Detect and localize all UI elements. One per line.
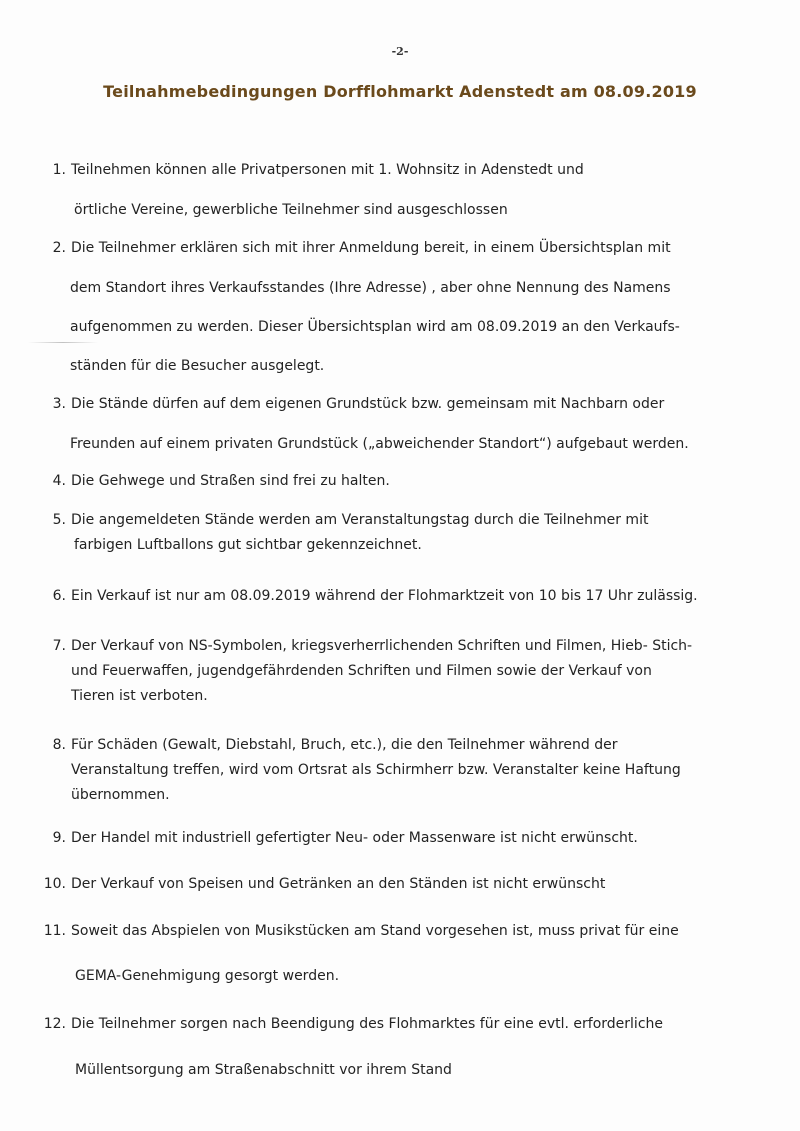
page-number: -2- bbox=[391, 45, 409, 58]
item-text-line: Freunden auf einem privaten Grundstück („abweichender Standort“) aufgebaut werden. bbox=[70, 436, 689, 452]
item-number: 9. bbox=[52, 830, 66, 846]
item-text-line: Müllentsorgung am Straßenabschnitt vor ihrem Stand bbox=[75, 1062, 452, 1078]
item-text-line: Die Gehwege und Straßen sind frei zu halten. bbox=[71, 473, 390, 489]
item-text-line: Die angemeldeten Stände werden am Veranstaltungstag durch die Teilnehmer mit bbox=[71, 512, 649, 528]
item-text-line: Der Handel mit industriell gefertigter Neu- oder Massenware ist nicht erwünscht. bbox=[71, 830, 638, 846]
scan-artifact bbox=[28, 342, 98, 343]
item-text-line: und Feuerwaffen, jugendgefährdenden Schriften und Filmen sowie der Verkauf von bbox=[71, 663, 652, 679]
item-number: 1. bbox=[52, 162, 66, 178]
item-text-line: Die Teilnehmer sorgen nach Beendigung des Flohmarktes für eine evtl. erforderliche bbox=[71, 1016, 663, 1032]
item-number: 6. bbox=[52, 588, 66, 604]
item-number: 3. bbox=[52, 396, 66, 412]
item-text-line: Teilnehmen können alle Privatpersonen mit 1. Wohnsitz in Adenstedt und bbox=[71, 162, 584, 178]
item-text-line: dem Standort ihres Verkaufsstandes (Ihre Adresse) , aber ohne Nennung des Namens bbox=[70, 280, 671, 296]
item-text-line: Veranstaltung treffen, wird vom Ortsrat als Schirmherr bzw. Veranstalter keine Haftung bbox=[71, 762, 681, 778]
item-text-line: Ein Verkauf ist nur am 08.09.2019 während der Flohmarktzeit von 10 bis 17 Uhr zulässig. bbox=[71, 588, 698, 604]
item-text-line: aufgenommen zu werden. Dieser Übersichtsplan wird am 08.09.2019 an den Verkaufs- bbox=[70, 319, 680, 335]
item-text-line: Der Verkauf von Speisen und Getränken an den Ständen ist nicht erwünscht bbox=[71, 876, 606, 892]
item-text-line: farbigen Luftballons gut sichtbar gekennzeichnet. bbox=[74, 537, 422, 553]
item-text-line: Die Stände dürfen auf dem eigenen Grundstück bzw. gemeinsam mit Nachbarn oder bbox=[71, 396, 665, 412]
item-text-line: Für Schäden (Gewalt, Diebstahl, Bruch, etc.), die den Teilnehmer während der bbox=[71, 737, 618, 753]
item-text-line: übernommen. bbox=[71, 787, 170, 803]
item-number: 2. bbox=[52, 240, 66, 256]
item-number: 4. bbox=[52, 473, 66, 489]
item-text-line: örtliche Vereine, gewerbliche Teilnehmer sind ausgeschlossen bbox=[74, 202, 508, 218]
item-text-line: Soweit das Abspielen von Musikstücken am Stand vorgesehen ist, muss privat für eine bbox=[71, 923, 679, 939]
item-number: 8. bbox=[52, 737, 66, 753]
item-number: 12. bbox=[43, 1016, 66, 1032]
item-number: 11. bbox=[43, 923, 66, 939]
item-number: 10. bbox=[43, 876, 66, 892]
item-text-line: ständen für die Besucher ausgelegt. bbox=[70, 358, 325, 374]
item-text-line: Die Teilnehmer erklären sich mit ihrer Anmeldung bereit, in einem Übersichtsplan mit bbox=[71, 240, 671, 256]
item-number: 5. bbox=[52, 512, 66, 528]
item-text-line: GEMA-Genehmigung gesorgt werden. bbox=[75, 968, 340, 984]
document-title: Teilnahmebedingungen Dorfflohmarkt Adenstedt am 08.09.2019 bbox=[103, 82, 697, 101]
item-text-line: Der Verkauf von NS-Symbolen, kriegsverherrlichenden Schriften und Filmen, Hieb- Stich- bbox=[71, 638, 693, 654]
item-number: 7. bbox=[52, 638, 66, 654]
item-text-line: Tieren ist verboten. bbox=[71, 688, 208, 704]
